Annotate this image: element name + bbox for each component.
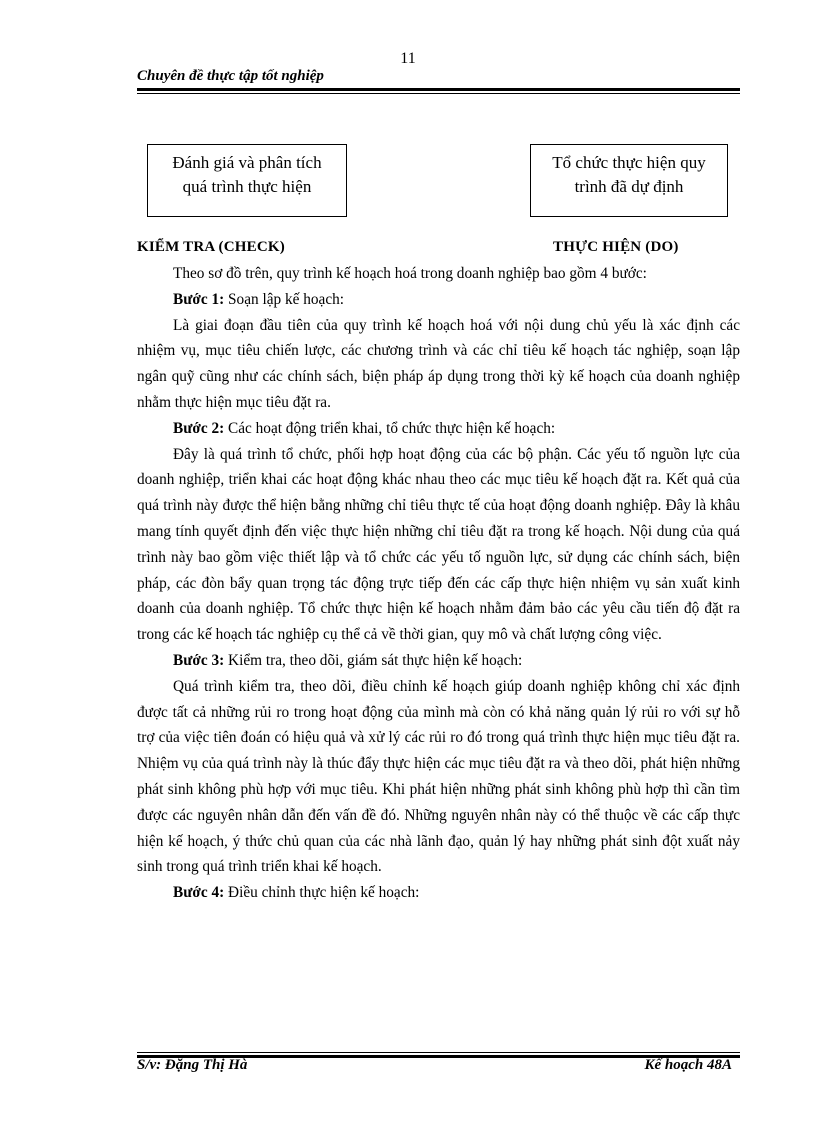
footer-author: S/v: Đặng Thị Hà	[137, 1057, 248, 1073]
organize-execute-box-line-1: Tổ chức thực hiện quy	[552, 153, 706, 172]
page-number: 11	[400, 50, 416, 67]
step-3-title: Kiểm tra, theo dõi, giám sát thực hiện kế hoạch:	[224, 651, 523, 669]
step-2-title: Các hoạt động triển khai, tổ chức thực hiện kế hoạch:	[224, 419, 556, 437]
evaluate-analyze-box-line-1: Đánh giá và phân tích	[172, 153, 322, 172]
header-title: Chuyên đề thực tập tốt nghiệp	[137, 68, 324, 84]
step-4-label: Bước 4:	[173, 884, 225, 902]
step-2-paragraph: Đây là quá trình tổ chức, phối hợp hoạt động của các bộ phận. Các yếu tố nguồn lực của doanh nghiệp, triển khai các hoạt động khác nhau theo các mục tiêu kế hoạch đặt ra. Kết quả của quá trình này được thể hiện bằng những chỉ tiêu thực tế của hoạt động doanh nghiệp. Đây là khâu mang tính quyết định đến việc thực hiện những chỉ tiêu đặt ra trong kế hoạch. Nội dung của quá trình này bao gồm việc thiết lập và tổ chức các yếu tố nguồn lực, sử dụng các chính sách, biện pháp, các đòn bẩy quan trọng tác động trực tiếp đến các cấp thực hiện nhiệm vụ sản xuất kinh doanh của doanh nghiệp. Tổ chức thực hiện kế hoạch nhằm đảm bảo các yêu cầu tiến độ đặt ra trong các kế hoạch tác nghiệp cụ thể cả về thời gian, quy mô và chất lượng công việc.	[137, 445, 740, 644]
step-3-paragraph: Quá trình kiểm tra, theo dõi, điều chỉnh kế hoạch giúp doanh nghiệp không chỉ xác định được tất cả những rủi ro trong hoạt động của mình mà còn có khả năng quản lý rủi ro với sự hỗ trợ của việc tiên đoán có hiệu quả và xử lý các rủi ro đó trong quá trình thực hiện mục tiêu đặt ra. Nhiệm vụ của quá trình này là thúc đẩy thực hiện các mục tiêu đặt ra và theo dõi, phát hiện những phát sinh không phù hợp với mục tiêu. Khi phát hiện những phát sinh không phù hợp thì cần tìm được các nguyên nhân dẫn đến vấn đề đó. Những nguyên nhân này có thể thuộc về các cấp thực hiện kế hoạch, ý thức chủ quan của các nhà lãnh đạo, quản lý hay những phát sinh đột xuất nảy sinh trong quá trình triển khai kế hoạch.	[137, 677, 740, 876]
step-1-label: Bước 1:	[173, 290, 225, 308]
do-label: THỰC HIỆN (DO)	[553, 239, 679, 255]
header-rule	[137, 88, 740, 94]
organize-execute-box	[530, 144, 728, 217]
step-2-heading	[137, 416, 740, 442]
step-2-label: Bước 2:	[173, 419, 225, 437]
step-1-heading	[137, 287, 740, 313]
step-4-title: Điều chỉnh thực hiện kế hoạch:	[224, 884, 420, 902]
footer-class: Kế hoạch 48A	[644, 1057, 732, 1073]
step-3-heading	[137, 648, 740, 674]
body-text	[137, 261, 740, 906]
step-1-title: Soạn lập kế hoạch:	[224, 290, 345, 308]
step-3-label: Bước 3:	[173, 651, 225, 669]
intro-paragraph: Theo sơ đồ trên, quy trình kế hoạch hoá trong doanh nghiệp bao gồm 4 bước:	[173, 265, 647, 282]
organize-execute-box-line-2: trình đã dự định	[574, 177, 684, 196]
check-label: KIỂM TRA (CHECK)	[137, 239, 285, 255]
step-1-paragraph: Là giai đoạn đầu tiên của quy trình kế hoạch hoá với nội dung chủ yếu là xác định các nhiệm vụ, mục tiêu chiến lược, các chương trình và các chỉ tiêu kế hoạch tác nghiệp, soạn lập ngân quỹ cũng như các chính sách, biện pháp áp dụng trong thời kỳ kế hoạch của doanh nghiệp nhằm thực hiện mục tiêu đặt ra.	[137, 316, 740, 411]
evaluate-analyze-box-line-2: quá trình thực hiện	[182, 177, 312, 196]
evaluate-analyze-box	[147, 144, 347, 217]
step-4-heading	[137, 880, 740, 906]
